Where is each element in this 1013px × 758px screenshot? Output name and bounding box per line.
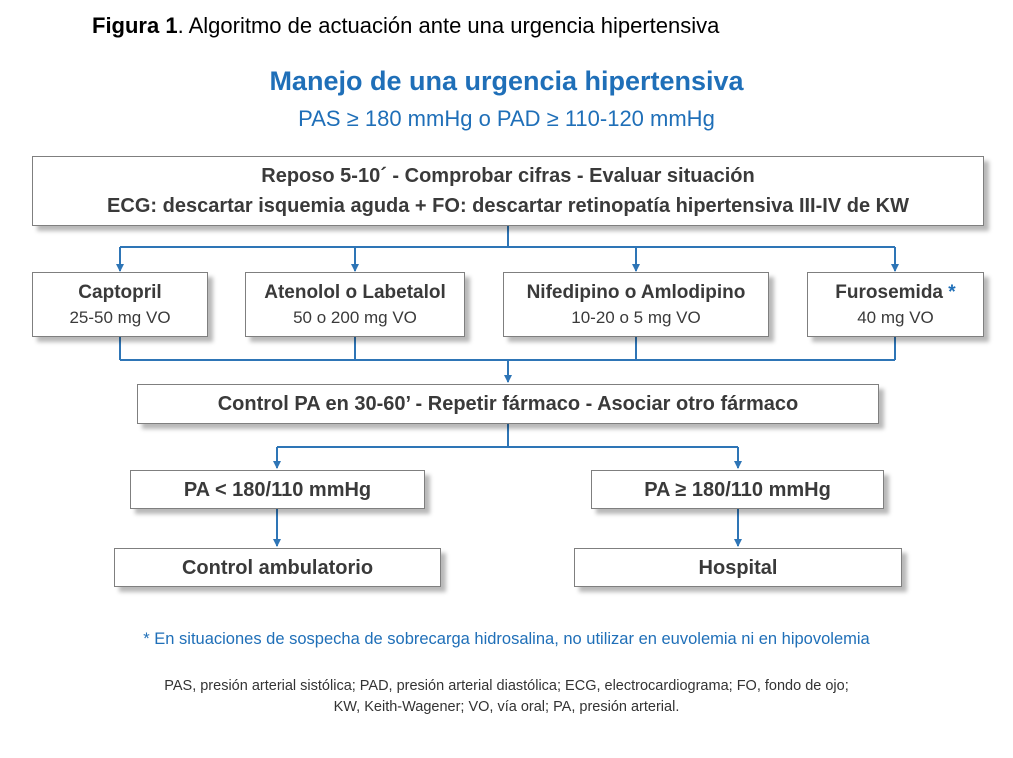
hospital-box — [574, 548, 902, 587]
control-text: Control PA en 30-60’ - Repetir fármaco - Asociar otro fármaco — [217, 393, 799, 415]
footnote-asterisk: * — [948, 281, 956, 303]
low-pressure-condition: PA < 180/110 mmHg — [183, 478, 372, 501]
control-box — [137, 384, 879, 424]
high-pressure-condition: PA ≥ 180/110 mmHg — [644, 478, 831, 501]
drug-box-captopril — [32, 272, 208, 337]
drug-dose: 40 mg VO — [857, 307, 934, 327]
abbreviations — [0, 676, 1013, 718]
step1-line2: ECG: descartar isquemia aguda + FO: descartar retinopatía hipertensiva III-IV de KW — [107, 195, 909, 217]
drug-box-furosemida — [807, 272, 984, 337]
drug-dose: 50 o 200 mg VO — [293, 307, 417, 327]
drug-box-atenolol-labetalol — [245, 272, 465, 337]
diagram-subtitle: PAS ≥ 180 mmHg o PAD ≥ 110-120 mmHg — [298, 106, 715, 131]
drug-box-nifedipino-amlodipino — [503, 272, 769, 337]
figure-caption-text: . Algoritmo de actuación ante una urgencia hipertensiva — [177, 13, 720, 38]
high-pressure-box — [591, 470, 884, 509]
ambulatory-outcome: Control ambulatorio — [181, 556, 374, 579]
footnote: * En situaciones de sospecha de sobrecarga hidrosalina, no utilizar en euvolemia ni en hipovolemia — [143, 630, 870, 648]
drug-name: Atenolol o Labetalol — [264, 281, 446, 303]
step1-line1: Reposo 5-10´ - Comprobar cifras - Evaluar situación — [261, 165, 755, 187]
hospital-outcome: Hospital — [698, 556, 778, 579]
low-pressure-box — [130, 470, 425, 509]
ambulatory-box — [114, 548, 441, 587]
abbreviations-line1: PAS, presión arterial sistólica; PAD, presión arterial diastólica; ECG, electrocardiograma; FO, fondo de ojo; — [164, 678, 849, 694]
drug-dose: 25-50 mg VO — [69, 307, 171, 327]
drug-dose: 10-20 o 5 mg VO — [571, 307, 701, 327]
diagram-title: Manejo de una urgencia hipertensiva — [269, 66, 744, 96]
drug-name: Nifedipino o Amlodipino — [526, 281, 746, 303]
step1-box — [32, 156, 984, 226]
figure-label: Figura 1 — [92, 13, 178, 38]
abbreviations-line2: KW, Keith-Wagener; VO, vía oral; PA, presión arterial. — [333, 699, 680, 715]
drug-name: Captopril — [78, 281, 162, 303]
drug-name: Furosemida * — [835, 281, 956, 303]
